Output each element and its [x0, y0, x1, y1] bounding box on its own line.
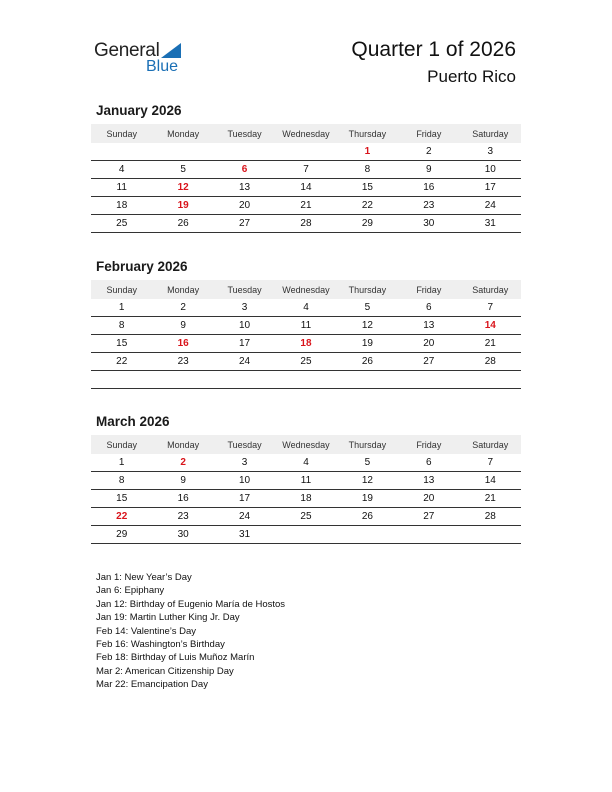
weekday-header: Tuesday	[214, 435, 275, 454]
holiday-list	[96, 572, 285, 693]
holiday-note: Feb 18: Birthday of Luis Muñoz Marín	[96, 652, 255, 664]
day-cell: 29	[337, 215, 398, 233]
weekday-header-row	[91, 280, 521, 299]
day-cell: 22	[91, 508, 152, 526]
day-cell: 29	[91, 526, 152, 544]
day-cell: 27	[214, 215, 275, 233]
day-cell: 4	[275, 454, 336, 472]
weekday-header: Saturday	[460, 435, 521, 454]
day-cell: 30	[152, 526, 213, 544]
week-row	[91, 490, 521, 508]
day-cell: 8	[91, 472, 152, 490]
day-cell: 26	[337, 353, 398, 371]
day-cell: 4	[91, 161, 152, 179]
calendar-table	[91, 124, 521, 233]
day-cell: 28	[275, 215, 336, 233]
day-cell: 13	[398, 317, 459, 335]
day-cell: 24	[214, 353, 275, 371]
day-cell: 11	[275, 317, 336, 335]
day-cell: 17	[460, 179, 521, 197]
day-cell: 5	[152, 161, 213, 179]
day-cell: 20	[398, 335, 459, 353]
weekday-header: Wednesday	[275, 435, 336, 454]
week-row	[91, 161, 521, 179]
day-cell	[275, 526, 336, 544]
week-row	[91, 179, 521, 197]
day-cell: 13	[398, 472, 459, 490]
day-cell: 21	[460, 490, 521, 508]
weekday-header: Thursday	[337, 280, 398, 299]
day-cell: 8	[91, 317, 152, 335]
day-cell: 9	[152, 472, 213, 490]
day-cell: 28	[460, 353, 521, 371]
day-cell: 7	[275, 161, 336, 179]
week-row	[91, 299, 521, 317]
day-cell	[398, 526, 459, 544]
week-row	[91, 472, 521, 490]
week-row	[91, 143, 521, 161]
calendar-table	[91, 435, 521, 544]
page-title: Quarter 1 of 2026	[351, 38, 516, 61]
day-cell: 12	[337, 472, 398, 490]
day-cell: 13	[214, 179, 275, 197]
day-cell: 12	[337, 317, 398, 335]
day-cell: 25	[91, 215, 152, 233]
day-cell	[460, 371, 521, 389]
holiday-note: Jan 1: New Year’s Day	[96, 572, 192, 583]
week-row	[91, 526, 521, 544]
week-row	[91, 454, 521, 472]
day-cell: 18	[275, 490, 336, 508]
week-row	[91, 353, 521, 371]
weekday-header: Sunday	[91, 280, 152, 299]
weekday-header: Tuesday	[214, 124, 275, 143]
day-cell: 14	[275, 179, 336, 197]
day-cell	[337, 526, 398, 544]
day-cell: 19	[337, 490, 398, 508]
day-cell: 23	[152, 508, 213, 526]
month-title: February 2026	[96, 259, 188, 274]
day-cell: 5	[337, 454, 398, 472]
day-cell: 19	[152, 197, 213, 215]
week-row	[91, 317, 521, 335]
day-cell: 9	[398, 161, 459, 179]
day-cell: 23	[398, 197, 459, 215]
day-cell: 28	[460, 508, 521, 526]
day-cell: 19	[337, 335, 398, 353]
weekday-header: Friday	[398, 280, 459, 299]
day-cell: 31	[460, 215, 521, 233]
holiday-note: Feb 14: Valentine’s Day	[96, 625, 196, 637]
day-cell: 15	[337, 179, 398, 197]
month-february	[91, 259, 521, 389]
day-cell: 31	[214, 526, 275, 544]
month-january	[91, 103, 521, 233]
day-cell: 6	[398, 299, 459, 317]
day-cell: 26	[337, 508, 398, 526]
month-title: January 2026	[96, 103, 182, 118]
day-cell: 23	[152, 353, 213, 371]
day-cell: 18	[275, 335, 336, 353]
weekday-header-row	[91, 435, 521, 454]
logo-triangle-icon	[161, 43, 181, 58]
day-cell: 12	[152, 179, 213, 197]
generalblue-logo	[94, 40, 194, 80]
day-cell: 27	[398, 508, 459, 526]
day-cell: 16	[152, 335, 213, 353]
day-cell: 16	[152, 490, 213, 508]
logo-general-text: General	[94, 40, 160, 61]
day-cell	[91, 143, 152, 161]
day-cell	[91, 371, 152, 389]
weekday-header: Thursday	[337, 435, 398, 454]
day-cell: 15	[91, 490, 152, 508]
holiday-note: Jan 12: Birthday of Eugenio María de Hostos	[96, 598, 286, 610]
week-row	[91, 371, 521, 389]
day-cell: 22	[337, 197, 398, 215]
weekday-header: Monday	[152, 280, 213, 299]
day-cell: 3	[214, 454, 275, 472]
weekday-header: Thursday	[337, 124, 398, 143]
day-cell: 14	[460, 472, 521, 490]
day-cell: 30	[398, 215, 459, 233]
day-cell: 21	[275, 197, 336, 215]
day-cell: 5	[337, 299, 398, 317]
day-cell: 6	[214, 161, 275, 179]
day-cell: 27	[398, 353, 459, 371]
page-subtitle: Puerto Rico	[427, 67, 516, 86]
week-row	[91, 215, 521, 233]
day-cell: 22	[91, 353, 152, 371]
day-cell	[214, 371, 275, 389]
day-cell: 26	[152, 215, 213, 233]
day-cell: 21	[460, 335, 521, 353]
day-cell: 10	[214, 317, 275, 335]
day-cell: 17	[214, 335, 275, 353]
day-cell: 10	[214, 472, 275, 490]
day-cell	[398, 371, 459, 389]
day-cell: 7	[460, 454, 521, 472]
weekday-header: Monday	[152, 124, 213, 143]
day-cell: 20	[214, 197, 275, 215]
month-march	[91, 414, 521, 544]
weekday-header: Saturday	[460, 280, 521, 299]
holiday-note: Jan 19: Martin Luther King Jr. Day	[96, 612, 240, 624]
week-row	[91, 508, 521, 526]
weekday-header: Sunday	[91, 124, 152, 143]
day-cell: 15	[91, 335, 152, 353]
weekday-header: Monday	[152, 435, 213, 454]
day-cell	[275, 143, 336, 161]
holiday-note: Mar 22: Emancipation Day	[96, 679, 208, 691]
weekday-header-row	[91, 124, 521, 143]
day-cell	[214, 143, 275, 161]
week-row	[91, 335, 521, 353]
holiday-note: Feb 16: Washington’s Birthday	[96, 638, 225, 650]
month-title: March 2026	[96, 414, 170, 429]
day-cell: 16	[398, 179, 459, 197]
day-cell: 11	[275, 472, 336, 490]
day-cell	[337, 371, 398, 389]
calendar-table	[91, 280, 521, 389]
day-cell: 18	[91, 197, 152, 215]
day-cell	[152, 143, 213, 161]
day-cell	[152, 371, 213, 389]
day-cell	[275, 371, 336, 389]
logo-blue-text: Blue	[146, 58, 179, 75]
weekday-header: Tuesday	[214, 280, 275, 299]
day-cell: 9	[152, 317, 213, 335]
day-cell: 11	[91, 179, 152, 197]
weekday-header: Saturday	[460, 124, 521, 143]
day-cell: 2	[152, 299, 213, 317]
weekday-header: Friday	[398, 435, 459, 454]
weekday-header: Sunday	[91, 435, 152, 454]
day-cell: 25	[275, 353, 336, 371]
day-cell: 1	[91, 454, 152, 472]
day-cell: 1	[91, 299, 152, 317]
day-cell: 17	[214, 490, 275, 508]
day-cell	[460, 526, 521, 544]
weekday-header: Wednesday	[275, 280, 336, 299]
day-cell: 10	[460, 161, 521, 179]
holiday-note: Jan 6: Epiphany	[96, 585, 165, 597]
day-cell: 20	[398, 490, 459, 508]
weekday-header: Friday	[398, 124, 459, 143]
day-cell: 3	[214, 299, 275, 317]
day-cell: 24	[214, 508, 275, 526]
day-cell: 7	[460, 299, 521, 317]
day-cell: 1	[337, 143, 398, 161]
day-cell: 8	[337, 161, 398, 179]
holiday-note: Mar 2: American Citizenship Day	[96, 665, 234, 677]
day-cell: 14	[460, 317, 521, 335]
weekday-header: Wednesday	[275, 124, 336, 143]
day-cell: 2	[398, 143, 459, 161]
day-cell: 4	[275, 299, 336, 317]
day-cell: 6	[398, 454, 459, 472]
day-cell: 2	[152, 454, 213, 472]
day-cell: 3	[460, 143, 521, 161]
week-row	[91, 197, 521, 215]
day-cell: 25	[275, 508, 336, 526]
day-cell: 24	[460, 197, 521, 215]
